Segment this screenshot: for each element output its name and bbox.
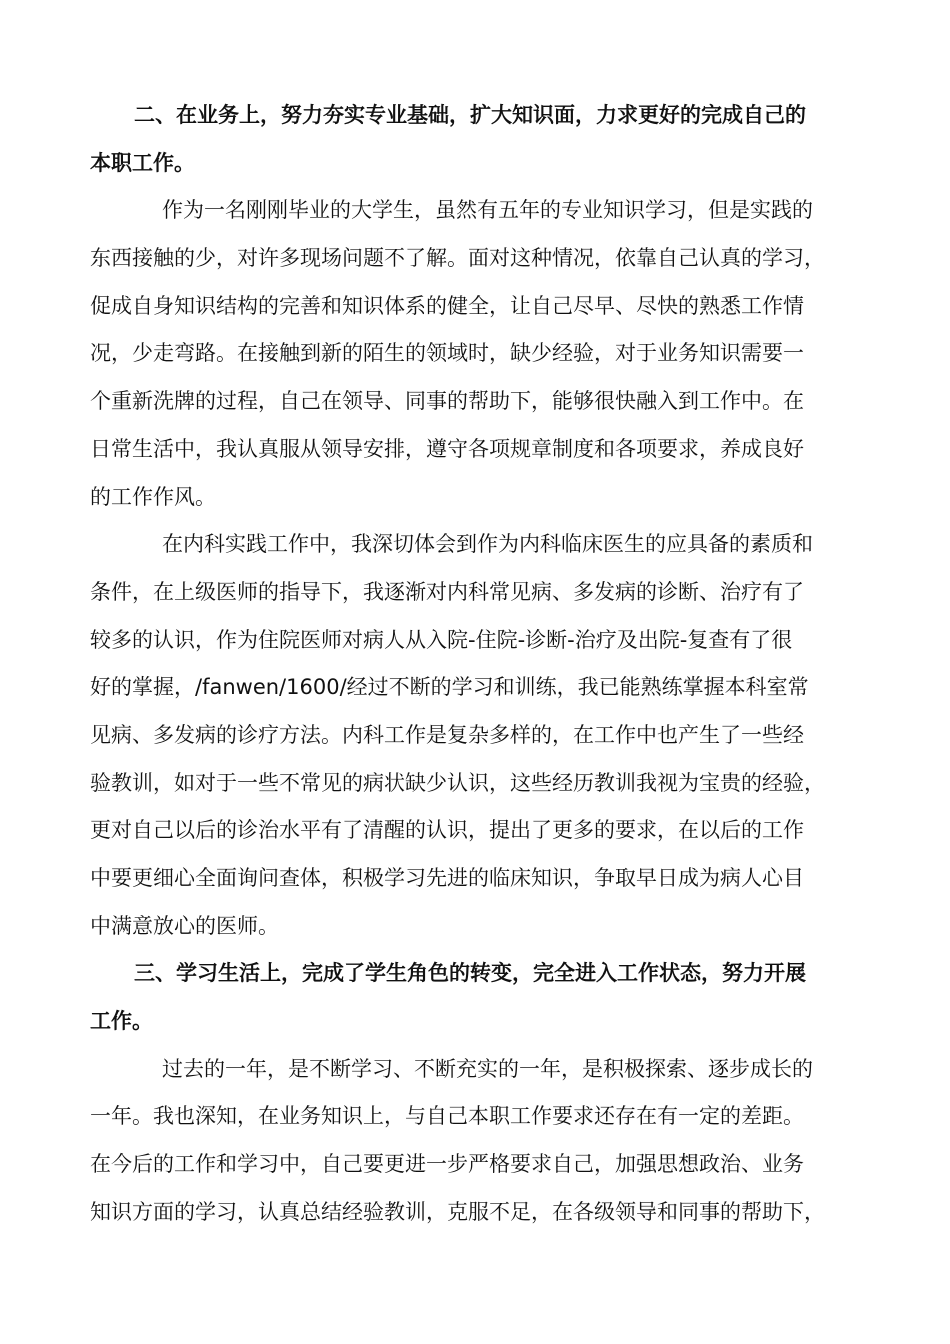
text-line: 促成自身知识结构的完善和知识体系的健全，让自己尽早、尽快的熟悉工作情 bbox=[90, 293, 804, 318]
paragraph-1 bbox=[90, 187, 880, 521]
text-line: 见病、多发病的诊疗方法。内科工作是复杂多样的，在工作中也产生了一些经 bbox=[90, 722, 804, 747]
section-heading-2 bbox=[90, 92, 880, 187]
heading-line: 三、学习生活上，完成了学生角色的转变，完全进入工作状态，努力开展 bbox=[134, 961, 806, 986]
text-line: 东西接触的少，对许多现场问题不了解。面对这种情况，依靠自己认真的学习， bbox=[90, 246, 825, 271]
paragraph-3 bbox=[90, 1046, 880, 1237]
heading-line: 二、在业务上，努力夯实专业基础，扩大知识面，力求更好的完成自己的 bbox=[134, 103, 806, 127]
text-line: 较多的认识，作为住院医师对病人从入院-住院-诊断-治疗及出院-复查有了很 bbox=[90, 627, 793, 652]
text-line: 作为一名刚刚毕业的大学生，虽然有五年的专业知识学习，但是实践的 bbox=[162, 198, 813, 223]
text-line: 中满意放心的医师。 bbox=[90, 913, 279, 938]
text-line: 在内科实践工作中，我深切体会到作为内科临床医生的应具备的素质和 bbox=[162, 532, 813, 557]
text-line: 条件，在上级医师的指导下，我逐渐对内科常见病、多发病的诊断、治疗有了 bbox=[90, 579, 804, 604]
text-line: 日常生活中，我认真服从领导安排，遵守各项规章制度和各项要求，养成良好 bbox=[90, 436, 804, 461]
text-line: 更对自己以后的诊治水平有了清醒的认识，提出了更多的要求，在以后的工作 bbox=[90, 818, 804, 843]
text-line: 况，少走弯路。在接触到新的陌生的领域时，缺少经验，对于业务知识需要一 bbox=[90, 341, 804, 366]
text-line: 验教训，如对于一些不常见的病状缺少认识，这些经历教训我视为宝贵的经验， bbox=[90, 770, 825, 795]
text-line: 知识方面的学习，认真总结经验教训，克服不足，在各级领导和同事的帮助下， bbox=[90, 1199, 825, 1224]
heading-line: 工作。 bbox=[90, 1009, 153, 1034]
heading-line: 本职工作。 bbox=[90, 150, 195, 175]
document-page bbox=[90, 92, 880, 1237]
text-line: 在今后的工作和学习中，自己要更进一步严格要求自己，加强思想政治、业务 bbox=[90, 1152, 804, 1177]
text-line: 个重新洗牌的过程，自己在领导、同事的帮助下，能够很快融入到工作中。在 bbox=[90, 389, 804, 414]
section-heading-3 bbox=[90, 950, 880, 1045]
text-line: 过去的一年，是不断学习、不断充实的一年，是积极探索、逐步成长的 bbox=[162, 1056, 813, 1081]
text-line: 一年。我也深知，在业务知识上，与自己本职工作要求还存在有一定的差距。 bbox=[90, 1104, 804, 1129]
paragraph-2 bbox=[90, 521, 880, 950]
text-line: 的工作作风。 bbox=[90, 484, 216, 509]
text-line: 好的掌握，/fanwen/1600/经过不断的学习和训练，我已能熟练掌握本科室常 bbox=[90, 675, 809, 700]
text-line: 中要更细心全面询问查体，积极学习先进的临床知识，争取早日成为病人心目 bbox=[90, 866, 804, 890]
